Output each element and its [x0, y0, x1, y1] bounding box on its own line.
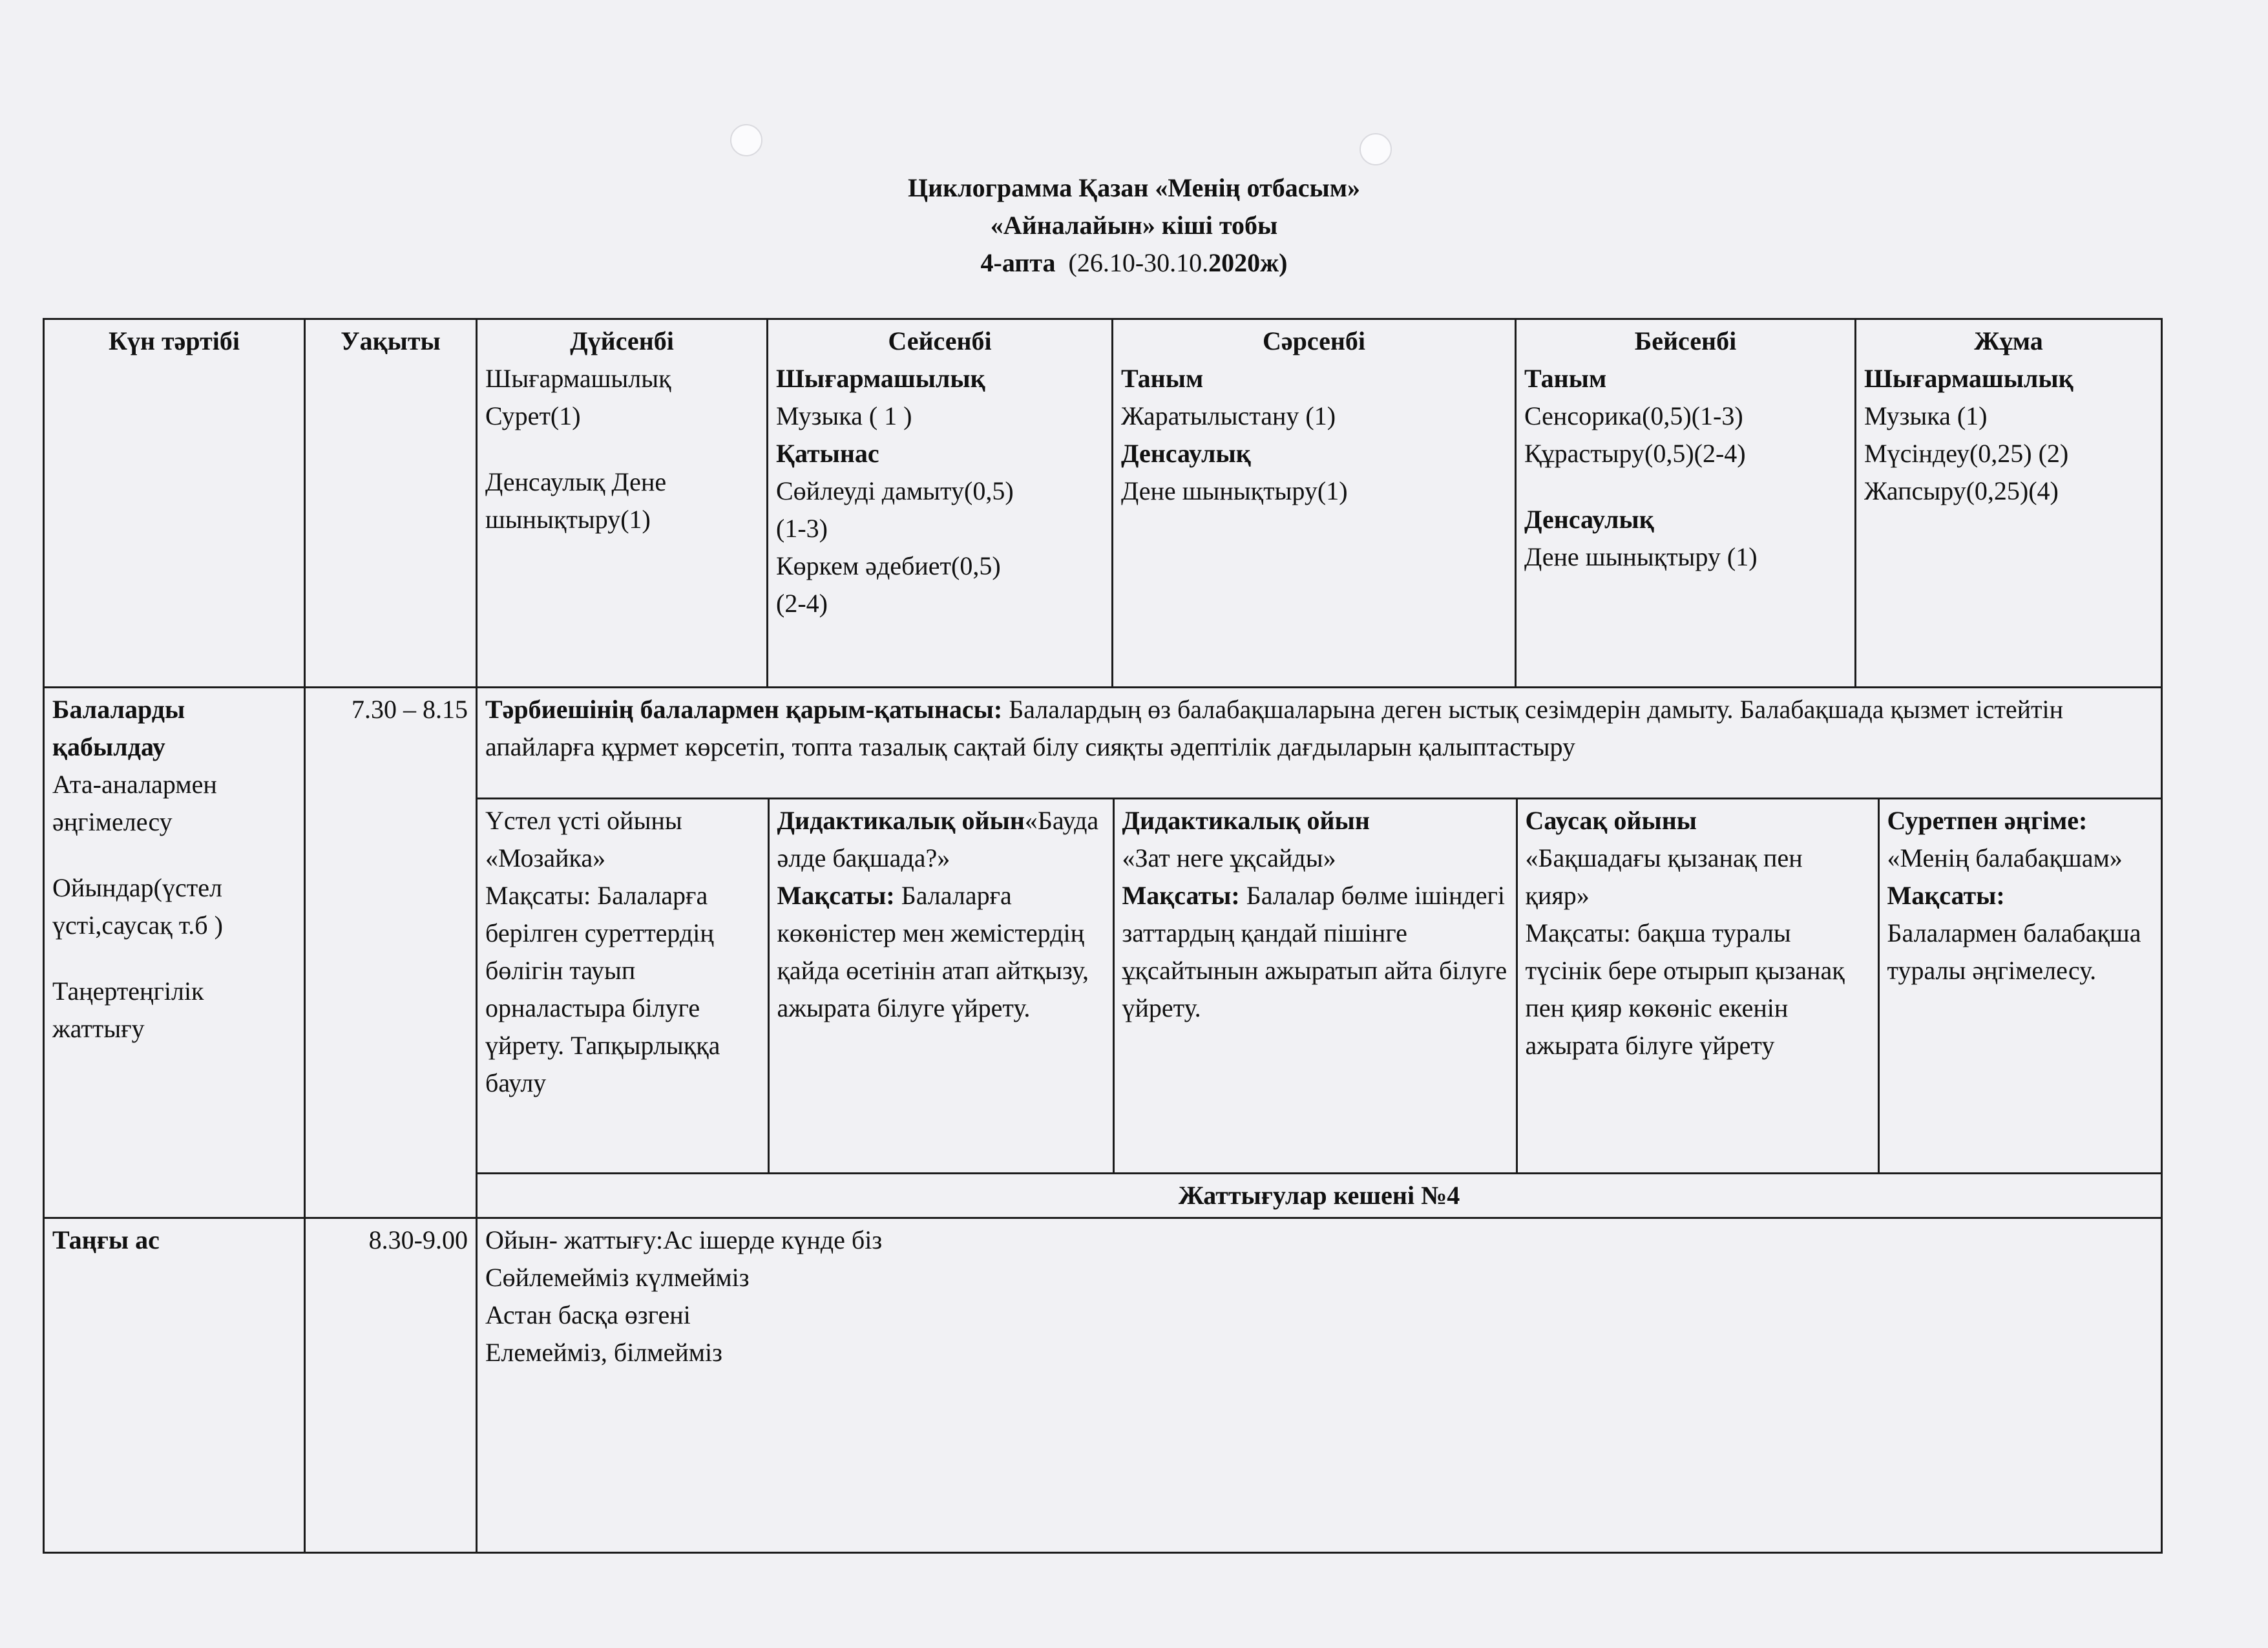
header-regime: Күн тәртібі [44, 319, 305, 688]
day-thursday: Бейсенбі Таным Сенсорика(0,5)(1-3) Құрастыру(0,5)(2-4) Денсаулық Дене шынықтыру (1) [1516, 319, 1856, 688]
reception-row-communication [44, 688, 2162, 799]
communication-cell: Тәрбиешінің балалармен қарым-қатынасы: Балалардың өз балабақшаларына деген ыстық сезімдерін дамыту. Балабақшада қызмет істейтін апайларға құрмет көрсетіп, топта тазалық сақтай білу сияқты әдептілік дағдыларын қалыптастыру [477, 688, 2162, 799]
breakfast-content-cell: Ойын- жаттығу:Ас ішерде күнде біз Сөйлемейміз күлмейміз Астан басқа өзгені Елемейміз, білмейміз [477, 1218, 2162, 1553]
activity-thursday: Саусақ ойыны «Бақшадағы қызанақ пен қияр» Мақсаты: бақша туралы түсінік бере отырып қызанақ пен қияр көкөніс екенін ажырата білуге үйрету [1517, 799, 1878, 1172]
breakfast-row [44, 1218, 2162, 1553]
activity-tuesday: Дидактикалық ойын«Бауда әлде бақшада?» Мақсаты: Балаларға көкөністер мен жемістердің қайда өсетінін атап айтқызу, ажырата білуге үйрету. [768, 799, 1113, 1172]
reception-regime-cell: Балаларды қабылдау Ата-аналармен әңгімелесу Ойындар(үстел үсті,саусақ т.б ) Таңертеңгілік жаттығу [44, 688, 305, 1218]
document-header [0, 169, 2268, 282]
activity-monday: Үстел үсті ойыны «Мозайка» Мақсаты: Балаларға берілген суреттердің бөлігін тауып орналастыра білуге үйрету. Тапқырлыққа баулу [478, 799, 768, 1172]
title-line-3: 4-апта (26.10-30.10.2020ж) [980, 248, 1288, 277]
day-tuesday: Сейсенбі Шығармашылық Музыка ( 1 ) Қатынас Сөйлеуді дамыту(0,5) (1-3) Көркем әдебиет(0,5) (2-4) [768, 319, 1113, 688]
day-monday: Дүйсенбі Шығармашылық Сурет(1) Денсаулық Дене шынықтыру(1) [477, 319, 768, 688]
title-line-2: «Айналайын» кіші тобы [990, 211, 1278, 240]
schedule-table [43, 318, 2163, 1554]
punch-hole-right [1360, 133, 1392, 165]
header-row [44, 319, 2162, 688]
activity-friday: Суретпен әңгіме: «Менің балабақшам» Мақсаты: Балалармен балабақша туралы әңгімелесу. [1878, 799, 2162, 1172]
reception-time-cell: 7.30 – 8.15 [305, 688, 477, 1218]
exercise-complex-cell: Жаттығулар кешені №4 [477, 1174, 2162, 1218]
activities-wrapper [477, 799, 2162, 1174]
day-friday: Жұма Шығармашылық Музыка (1) Мүсіндеу(0,25) (2) Жапсыру(0,25)(4) [1856, 319, 2162, 688]
punch-hole-left [730, 124, 762, 156]
day-wednesday: Сәрсенбі Таным Жаратылыстану (1) Денсаулық Дене шынықтыру(1) [1113, 319, 1516, 688]
header-time: Уақыты [305, 319, 477, 688]
title-line-1: Циклограмма Қазан «Менің отбасым» [908, 173, 1360, 202]
breakfast-time-cell: 8.30-9.00 [305, 1218, 477, 1553]
activity-wednesday: Дидактикалық ойын «Зат неге ұқсайды» Мақсаты: Балалар бөлме ішіндегі заттардың қандай пішінге ұқсайтынын ажыратып айта білуге үйрету. [1113, 799, 1517, 1172]
activities-table [478, 799, 2162, 1172]
breakfast-regime-cell: Таңғы ас [44, 1218, 305, 1553]
